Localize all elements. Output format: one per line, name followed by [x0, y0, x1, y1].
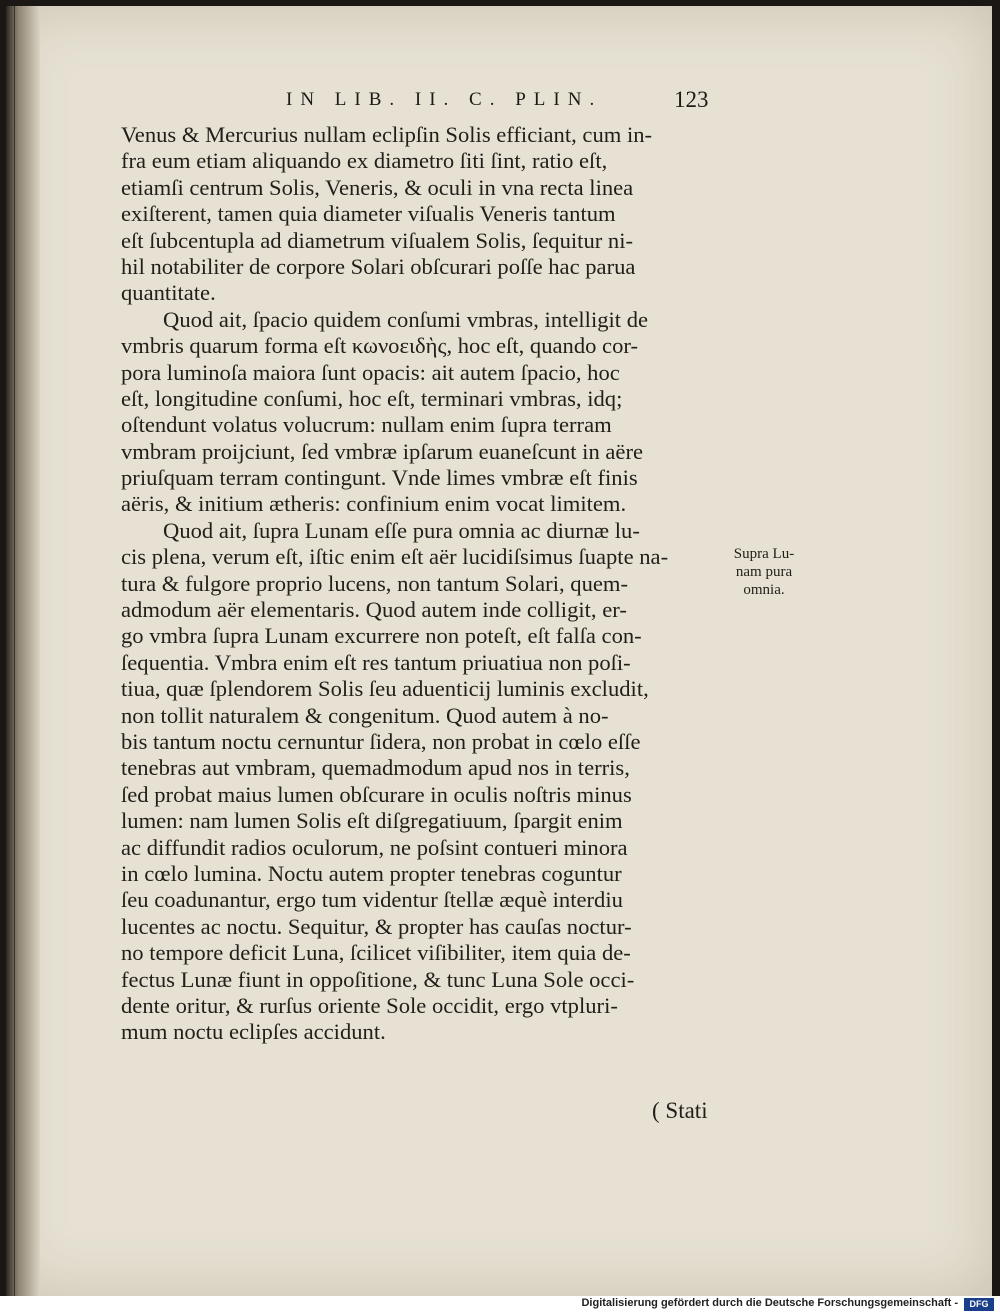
text-line: etiamſi centrum Solis, Veneris, & oculi in vna recta linea	[121, 174, 634, 200]
text-line: Venus & Mercurius nullam eclipſin Solis efficiant, cum in-	[121, 122, 653, 147]
running-head-title: IN LIB. II. C. PLIN.	[286, 89, 603, 110]
page-number: 123	[674, 87, 709, 112]
text-line: fra eum etiam aliquando ex diametro ſiti ſint, ratio eſt,	[121, 148, 608, 174]
text-line: ſeu coadunantur, ergo tum videntur ſtellæ æquè interdiu	[121, 887, 623, 913]
text-line: non tollit naturalem & congenitum. Quod autem à no-	[121, 702, 609, 728]
dfg-logo-text: DFG	[969, 1299, 989, 1309]
text-line: Quod ait, ſupra Lunam eſſe pura omnia ac diurnæ lu-	[163, 517, 640, 543]
text-line: vmbram proijciunt, ſed vmbræ ipſarum euaneſcunt in aëre	[121, 438, 644, 464]
text-line: ſed probat maius lumen obſcurare in oculis noſtris minus	[121, 781, 632, 807]
text-line: eſt, longitudine conſumi, hoc eſt, terminari vmbras, idq;	[121, 385, 623, 411]
digitization-footer	[0, 1296, 1000, 1313]
catchword: ( Stati	[652, 1098, 708, 1123]
gutter-edge-line	[14, 6, 15, 1296]
text-line: bis tantum noctu cernuntur ſidera, non probat in cœlo eſſe	[121, 728, 641, 754]
text-line: ac diffundit radios oculorum, ne poſsint contueri minora	[121, 834, 628, 860]
text-line: lumen: nam lumen Solis eſt diſgregatiuum, ſpargit enim	[121, 808, 623, 834]
marginal-note	[719, 545, 809, 599]
text-line: cis plena, verum eſt, iſtic enim eſt aër lucidiſsimus ſuapte na-	[121, 544, 669, 570]
text-line: Quod ait, ſpacio quidem conſumi vmbras, intelligit de	[163, 306, 649, 332]
text-line: go vmbra ſupra Lunam excurrere non poteſt, eſt falſa con-	[121, 623, 642, 649]
text-line: oſtendunt volatus volucrum: nullam enim ſupra terram	[121, 412, 612, 438]
text-line: eſt ſubcentupla ad diametrum viſualem Solis, ſequitur ni-	[121, 227, 634, 253]
text-line: vmbris quarum forma eſt κωνοειδὴς, hoc eſt, quando cor-	[121, 333, 638, 359]
body-text	[121, 122, 721, 1046]
page-gutter	[6, 6, 40, 1296]
text-line: tenebras aut vmbram, quemadmodum apud nos in terris,	[121, 755, 630, 781]
marginal-note-line: Supra Lu-	[733, 546, 795, 562]
text-line: no tempore deficit Luna, ſcilicet viſibiliter, item quia de-	[121, 940, 631, 966]
text-line: tura & fulgore proprio lucens, non tantum Solari, quem-	[121, 570, 628, 596]
text-line: lucentes ac noctu. Sequitur, & propter has cauſas noctur-	[121, 913, 632, 939]
text-line: pora luminoſa maiora ſunt opacis: ait autem ſpacio, hoc	[121, 359, 620, 385]
text-line: dente oritur, & rurſus oriente Sole occidit, ergo vtpluri-	[121, 992, 618, 1018]
text-line: tiua, quæ ſplendorem Solis ſeu aduenticij luminis excludit,	[121, 676, 649, 702]
marginal-note-line: nam pura	[735, 564, 793, 580]
marginal-note-line: omnia.	[743, 582, 785, 598]
footer-credit: Digitalisierung gefördert durch die Deutsche Forschungsgemeinschaft -	[581, 1297, 958, 1309]
book-page	[6, 6, 992, 1296]
text-line: aëris, & initium ætheris: confinium enim vocat limitem.	[121, 491, 627, 517]
running-head	[6, 89, 992, 119]
text-line: exiſterent, tamen quia diameter viſualis Veneris tantum	[121, 201, 616, 227]
text-line: mum noctu eclipſes accidunt.	[121, 1019, 386, 1045]
text-line: fectus Lunæ fiunt in oppoſitione, & tunc Luna Sole occi-	[121, 966, 635, 992]
text-line: quantitate.	[121, 280, 216, 306]
text-line: admodum aër elementaris. Quod autem inde colligit, er-	[121, 597, 627, 623]
text-line: hil notabiliter de corpore Solari obſcurari poſſe hac parua	[121, 253, 636, 279]
text-line: priuſquam terram contingunt. Vnde limes vmbræ eſt finis	[121, 465, 638, 491]
text-line: ſequentia. Vmbra enim eſt res tantum priuatiua non poſi-	[121, 649, 631, 675]
dfg-logo	[964, 1298, 994, 1311]
text-line: in cœlo lumina. Noctu autem propter tenebras coguntur	[121, 860, 622, 886]
